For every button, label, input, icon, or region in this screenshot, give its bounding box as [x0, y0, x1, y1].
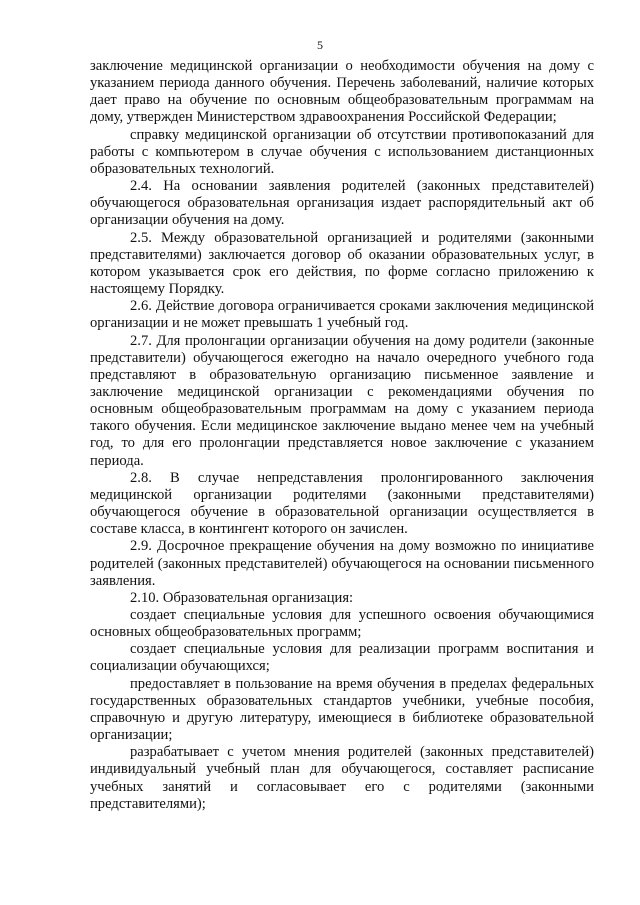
document-body [90, 58, 594, 813]
paragraph-2-10: 2.10. Образовательная организация: [130, 589, 354, 606]
paragraph-2-6: 2.6. Действие договора ограничивается сроками заключения медицинской организации и не может превышать 1 учебный год. [90, 298, 594, 332]
paragraph-2-5: 2.5. Между образовательной организацией и родителями (законными представителями) заключается договор об оказании образовательных услуг, в котором указывается срок его действия, по форме согласно приложению к настоящему Порядку. [90, 229, 594, 298]
page-number: 5 [317, 38, 323, 52]
paragraph-2-4: 2.4. На основании заявления родителей (законных представителей) обучающегося образовательная организация издает распорядительный акт об организации обучения на дому. [90, 178, 594, 229]
paragraph-2-8: 2.8. В случае непредставления пролонгированного заключения медицинской организации родителями (законными представителями) обучающегося обучение в образовательной организации осуществляется в составе класса, в контингент которого он зачислен. [90, 469, 594, 538]
list-item-textbooks: предоставляет в пользование на время обучения в пределах федеральных государственных образовательных стандартов учебники, учебные пособия, справочную и другую литературу, имеющиеся в библиотеке образовательной организации; [90, 675, 594, 744]
paragraph-2-9: 2.9. Досрочное прекращение обучения на дому возможно по инициативе родителей (законных представителей) обучающегося на основании письменного заявления. [90, 538, 594, 589]
paragraph-medical-conclusion: заключение медицинской организации о необходимости обучения на дому с указанием периода данного обучения. Перечень заболеваний, наличие которых дает право на обучение по основным общеобразовательным программам на дому, утвержден Министерством здравоохранения Российской Федерации; [90, 58, 594, 126]
list-item-individual-plan: разрабатывает с учетом мнения родителей (законных представителей) индивидуальный учебный план для обучающегося, составляет расписание учебных занятий и согласовывает его с родителями (законными представителями); [90, 744, 594, 812]
list-item-special-conditions-programs: создает специальные условия для успешного освоения обучающимися основных общеобразовательных программ; [90, 607, 594, 641]
list-item-special-conditions-upbringing: создает специальные условия для реализации программ воспитания и социализации обучающихся; [90, 641, 594, 675]
paragraph-medical-certificate: справку медицинской организации об отсутствии противопоказаний для работы с компьютером в случае обучения с использованием дистанционных образовательных технологий. [90, 126, 594, 177]
paragraph-2-7: 2.7. Для пролонгации организации обучения на дому родители (законные представители) обучающегося ежегодно на начало очередного учебного года представляют в образовательную организацию письменное заявление и заключение медицинской организации с рекомендациями обучения по основным общеобразовательным программам на дому с указанием периода такого обучения. Если медицинское заключение выдано менее чем на учебный год, то для его пролонгации представляется новое заключение с указанием периода. [90, 332, 594, 469]
